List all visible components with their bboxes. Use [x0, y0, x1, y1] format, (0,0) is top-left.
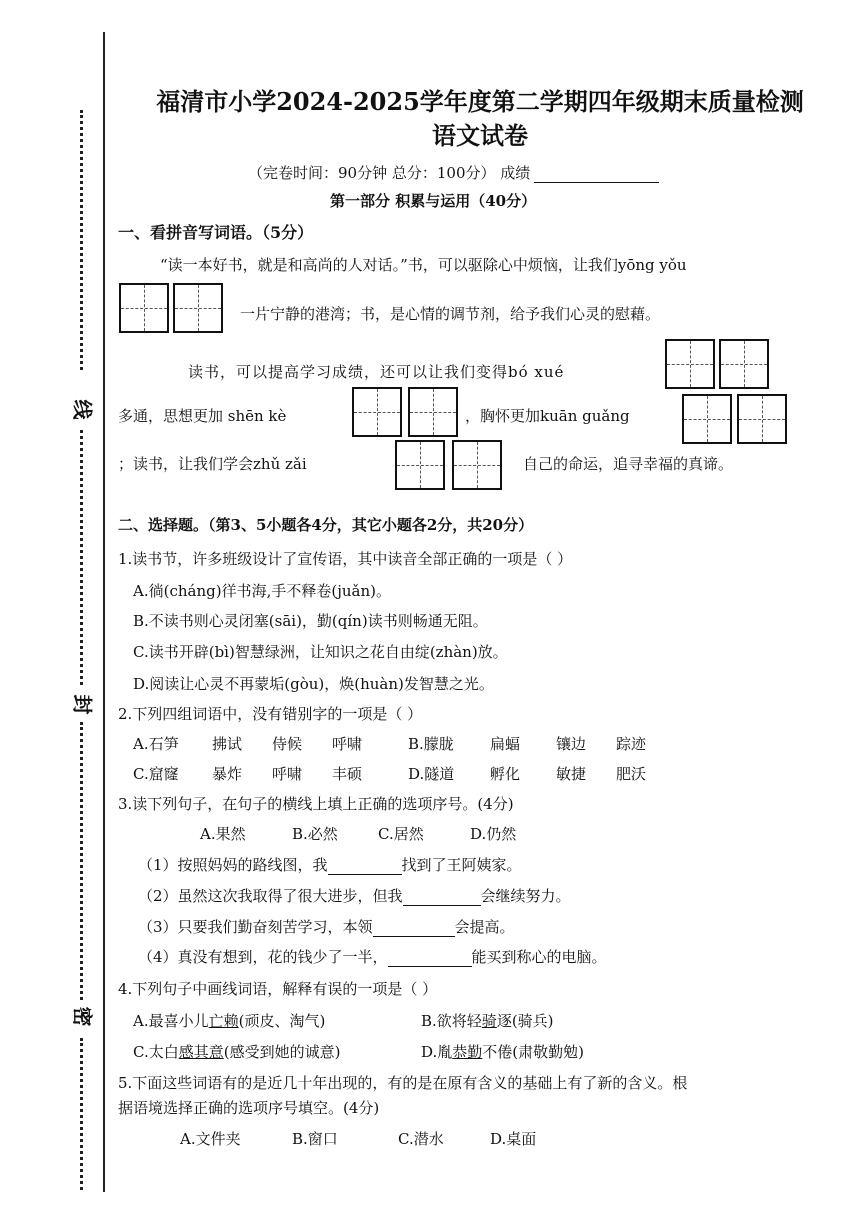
q3-option-d: D.仍然 [470, 825, 517, 843]
binding-solid-line [103, 32, 105, 1192]
section2-heading [118, 514, 533, 535]
q3-sentence-2 [138, 885, 571, 906]
q2-row1-word: 拂试 [212, 735, 243, 753]
q4-c-underlined: 感其意 [178, 1043, 224, 1061]
grid-box-yongyou-1[interactable] [119, 283, 169, 333]
q3-s3-text-a: （3）只要我们勤奋刻苦学习，本领 [138, 918, 373, 936]
grid-box-shenke-2[interactable] [408, 387, 458, 437]
q3-sentence-4 [138, 946, 607, 967]
q4-d-pre: D.胤 [421, 1043, 453, 1061]
q1-option-a: A.徜(cháng)徉书海,手不释卷(juǎn)。 [133, 582, 391, 600]
q3-s3-text-b: 会提高。 [454, 918, 515, 936]
q4-b-underlined: 骑 [481, 1012, 497, 1030]
q1-option-b: B.不读书则心灵闭塞(sāi)，勤(qín)读书则畅通无阻。 [133, 612, 488, 630]
section1-line3: 读书，可以提高学习成绩，还可以让我们变得bó xué [188, 363, 565, 381]
q3-sentence-3 [138, 916, 515, 937]
q3-s1-text-a: （1）按照妈妈的路线图，我 [138, 856, 328, 874]
section1-line5a: ；读书，让我们学会zhǔ zǎi [118, 455, 307, 473]
q4-a-pre: A.最喜小儿 [133, 1012, 209, 1030]
q3-s2-text-a: （2）虽然这次我取得了很大进步，但我 [138, 887, 403, 905]
q4-b-post: 逐(骑兵) [496, 1012, 554, 1030]
q3-s2-text-b: 会继续努力。 [480, 887, 571, 905]
score-blank[interactable] [534, 182, 659, 183]
section2-heading-text: 二、选择题。（第3、5小题各4分，其它小题各2分，共20分） [118, 516, 534, 534]
binding-dotted-line-mid1 [80, 430, 83, 685]
q3-option-c: C.居然 [378, 825, 424, 843]
q4-a-post: (顽皮、淘气) [238, 1012, 326, 1030]
q1-option-c: C.读书开辟(bì)智慧绿洲，让知识之花自由绽(zhàn)放。 [133, 643, 508, 661]
q4-d-underlined: 恭勤 [452, 1043, 483, 1061]
section1-line5b: 自己的命运，追寻幸福的真谛。 [523, 455, 734, 473]
q3-s3-blank[interactable] [373, 936, 455, 937]
q2-row2-word: 肥沃 [616, 765, 647, 783]
q4-d-post: 不倦(肃敬勤勉) [482, 1043, 584, 1061]
section1-line2: 一片宁静的港湾；书，是心情的调节剂，给予我们心灵的慰藉。 [240, 305, 661, 323]
q1-stem: 1.读书节，许多班级设计了宣传语，其中读音全部正确的一项是（ ） [118, 550, 573, 568]
grid-box-zhuzai-2[interactable] [452, 440, 502, 490]
part-title: 第一部分 积累与运用（40分） [330, 192, 537, 210]
exam-title-line2: 语文试卷 [432, 121, 528, 150]
q4-option-c [133, 1041, 340, 1062]
q2-row1-word: B.朦胧 [408, 735, 454, 753]
q3-option-b: B.必然 [292, 825, 338, 843]
q5-stem-line2: 据语境选择正确的选项序号填空。(4分) [118, 1099, 380, 1117]
binding-dotted-line-bottom [80, 1038, 83, 1190]
q2-row2-word: C.窟窿 [133, 765, 179, 783]
q4-a-underlined: 亡赖 [208, 1012, 239, 1030]
q2-row1-word: 踪迹 [616, 735, 647, 753]
q5-stem-line1: 5.下面这些词语有的是近几十年出现的，有的是在原有含义的基础上有了新的含义。根 [118, 1074, 688, 1092]
q3-s1-blank[interactable] [328, 874, 402, 875]
binding-dotted-line-top [80, 110, 83, 370]
q2-row2-word: 敏捷 [556, 765, 587, 783]
grid-box-yongyou-2[interactable] [173, 283, 223, 333]
q5-option-a: A.文件夹 [180, 1130, 241, 1148]
grid-box-kuanguang-1[interactable] [682, 394, 732, 444]
q3-stem: 3.读下列句子，在句子的横线上填上正确的选项序号。(4分) [118, 795, 514, 813]
exam-title-line1: 福清市小学2024-2025学年度第二学期四年级期末质量检测 [156, 87, 804, 116]
section1-heading: 一、看拼音写词语。（5分） [118, 223, 314, 242]
q1-option-d: D.阅读让心灵不再蒙垢(gòu)，焕(huàn)发智慧之光。 [133, 675, 494, 693]
q3-s1-text-b: 找到了王阿姨家。 [401, 856, 522, 874]
margin-char-feng: 封 [70, 694, 95, 715]
margin-char-xian: 线 [70, 399, 95, 420]
section1-line4b: ，胸怀更加kuān guǎng [465, 407, 630, 425]
q3-option-a: A.果然 [200, 825, 246, 843]
q3-s4-text-a: （4）真没有想到，花的钱少了一半， [138, 948, 388, 966]
q5-option-c: C.潜水 [398, 1130, 444, 1148]
grid-box-boxue-2[interactable] [719, 339, 769, 389]
q3-s4-text-b: 能买到称心的电脑。 [471, 948, 607, 966]
grid-box-boxue-1[interactable] [665, 339, 715, 389]
grid-box-zhuzai-1[interactable] [395, 440, 445, 490]
q2-row2-word: D.隧道 [408, 765, 455, 783]
grid-box-shenke-1[interactable] [352, 387, 402, 437]
q2-stem: 2.下列四组词语中，没有错别字的一项是（ ） [118, 705, 423, 723]
section1-line1: “读一本好书，就是和高尚的人对话。”书，可以驱除心中烦恼，让我们yōng yǒu [160, 256, 687, 274]
exam-meta-text: （完卷时间：90分钟 总分：100分） 成绩 [248, 164, 531, 182]
q2-row2-word: 呼啸 [272, 765, 303, 783]
q4-c-pre: C.太白 [133, 1043, 179, 1061]
q2-row1-word: A.石笋 [133, 735, 179, 753]
q3-sentence-1 [138, 854, 522, 875]
q4-option-d [421, 1041, 584, 1062]
q2-row1-word: 侍候 [272, 735, 303, 753]
q2-row1-word: 镶边 [556, 735, 587, 753]
q5-option-d: D.桌面 [490, 1130, 537, 1148]
q4-option-b [421, 1010, 554, 1031]
q4-stem: 4.下列句子中画线词语，解释有误的一项是（ ） [118, 980, 438, 998]
q3-s2-blank[interactable] [403, 905, 481, 906]
q2-row2-word: 丰硕 [332, 765, 363, 783]
q2-row1-word: 呼啸 [332, 735, 363, 753]
exam-meta [248, 162, 659, 183]
binding-dotted-line-mid2 [80, 722, 83, 1000]
q2-row2-word: 暴炸 [212, 765, 243, 783]
q4-c-post: (感受到她的诚意) [223, 1043, 341, 1061]
q4-option-a [133, 1010, 325, 1031]
section1-line4a: 多通，思想更加 shēn kè [118, 407, 287, 425]
q2-row2-word: 孵化 [490, 765, 521, 783]
margin-char-mi: 密 [70, 1006, 95, 1027]
q2-row1-word: 扁蝠 [490, 735, 521, 753]
q4-b-pre: B.欲将轻 [421, 1012, 482, 1030]
q3-s4-blank[interactable] [388, 966, 472, 967]
grid-box-kuanguang-2[interactable] [737, 394, 787, 444]
q5-option-b: B.窗口 [292, 1130, 338, 1148]
